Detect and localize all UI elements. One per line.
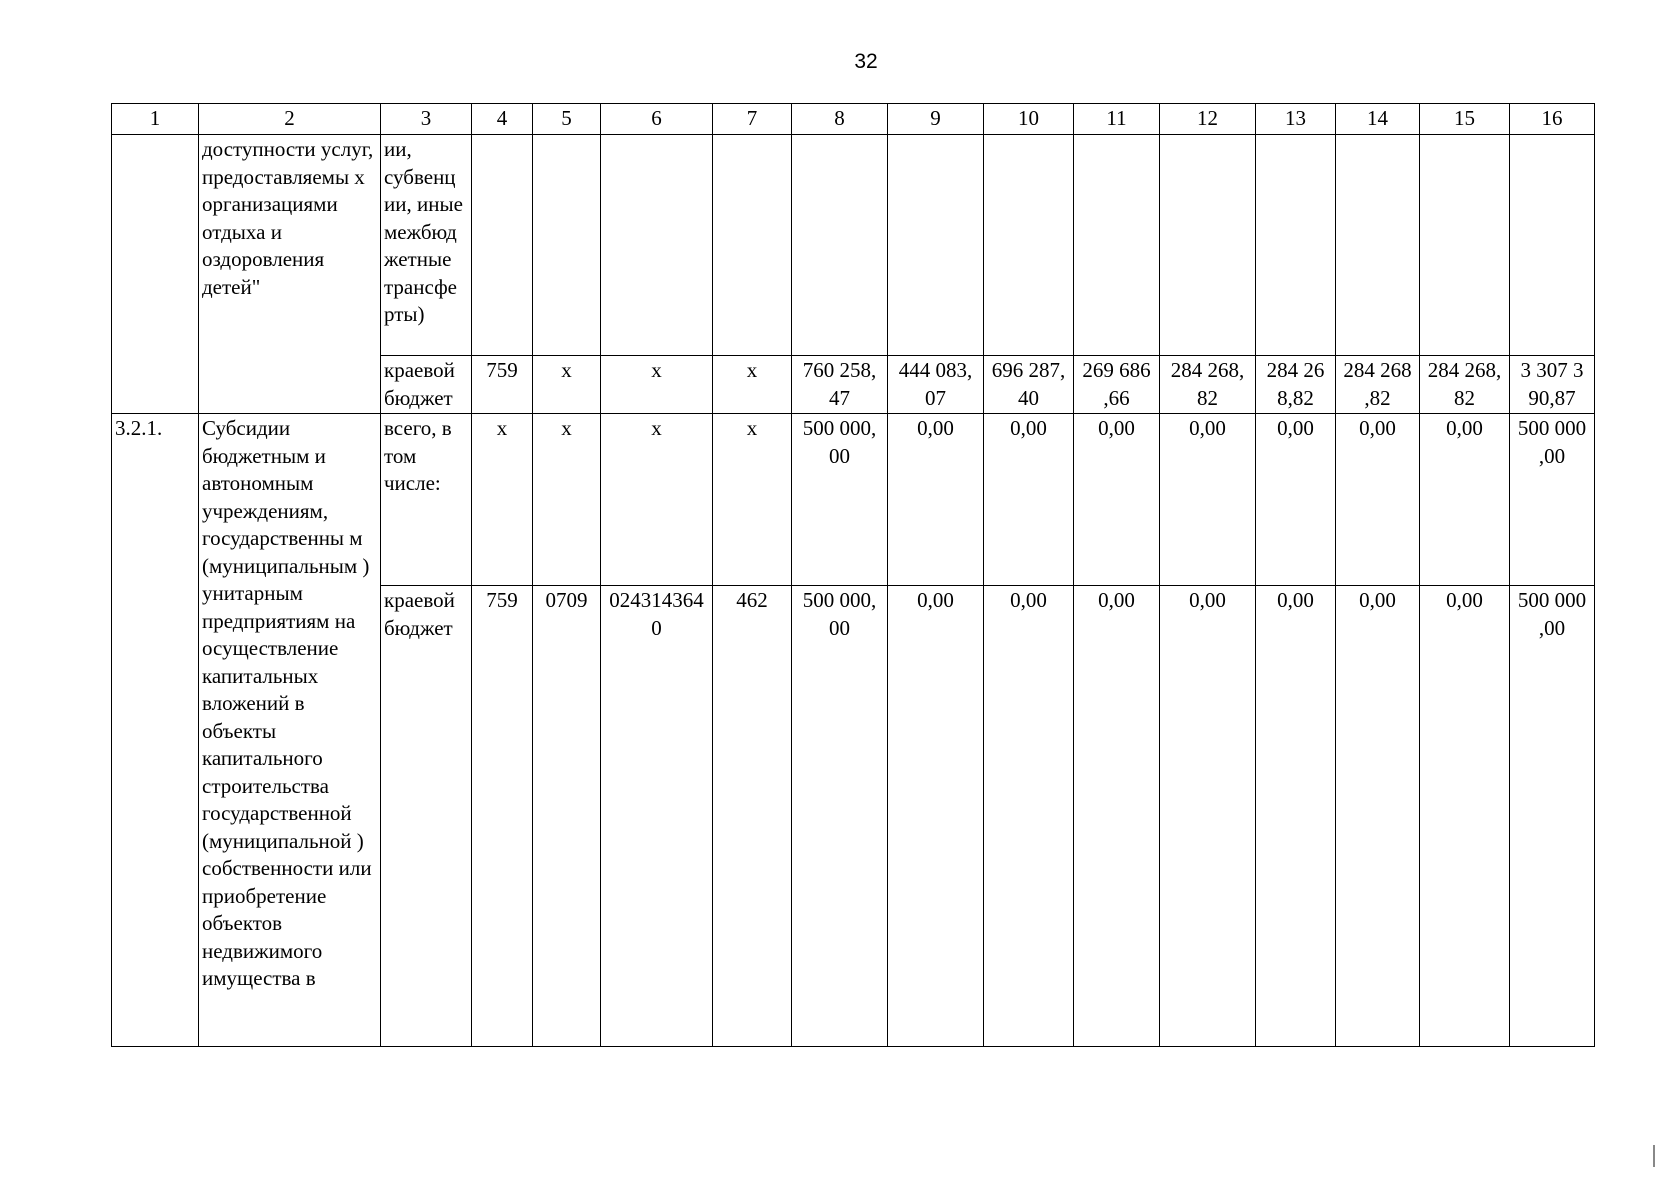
amount-cell: 284 268, 82 (1420, 356, 1510, 414)
header-cell: 8 (792, 104, 888, 135)
table-cell: x (472, 414, 533, 586)
table-cell: x (533, 414, 601, 586)
amount-cell: 696 287, 40 (984, 356, 1074, 414)
header-cell: 15 (1420, 104, 1510, 135)
table-cell (984, 135, 1074, 356)
amount-cell: 760 258, 47 (792, 356, 888, 414)
funding-source: ии, субвенц ии, иные межбюд жетные трансфе рты) (381, 135, 472, 356)
table-cell: 024314364 0 (601, 586, 713, 1047)
table-cell (533, 135, 601, 356)
table-cell (1510, 135, 1595, 356)
item-number: 3.2.1. (112, 414, 199, 1047)
header-cell: 10 (984, 104, 1074, 135)
funding-source: краевой бюджет (381, 586, 472, 1047)
header-cell: 9 (888, 104, 984, 135)
amount-cell: 0,00 (984, 586, 1074, 1047)
amount-cell: 0,00 (1256, 586, 1336, 1047)
amount-cell: 444 083, 07 (888, 356, 984, 414)
table-cell: x (533, 356, 601, 414)
header-cell: 11 (1074, 104, 1160, 135)
amount-cell: 284 268 ,82 (1336, 356, 1420, 414)
total-cell: 500 000 ,00 (1510, 586, 1595, 1047)
header-cell: 12 (1160, 104, 1256, 135)
total-cell: 500 000 ,00 (1510, 414, 1595, 586)
header-cell: 4 (472, 104, 533, 135)
table-cell (112, 135, 199, 414)
amount-cell: 500 000, 00 (792, 414, 888, 586)
row-description: Субсидии бюджетным и автономным учреждениям, государственны м (муниципальным ) унитарным предприятиям на осуществление капитальных вложений в объекты капитального строительства государственной (муниципальной ) собственности или приобретение объектов недвижимого имущества в (199, 414, 381, 1047)
table-cell (713, 135, 792, 356)
amount-cell: 0,00 (1420, 414, 1510, 586)
amount-cell: 0,00 (1160, 414, 1256, 586)
table-cell (472, 135, 533, 356)
header-cell: 7 (713, 104, 792, 135)
header-cell: 16 (1510, 104, 1595, 135)
amount-cell: 0,00 (1160, 586, 1256, 1047)
amount-cell: 0,00 (1420, 586, 1510, 1047)
scan-artifact (1653, 1145, 1655, 1167)
amount-cell: 0,00 (888, 414, 984, 586)
header-cell: 13 (1256, 104, 1336, 135)
amount-cell: 0,00 (1256, 414, 1336, 586)
amount-cell: 269 686 ,66 (1074, 356, 1160, 414)
row-description: доступности услуг, предоставляемы х организациями отдыха и оздоровления детей" (199, 135, 381, 414)
table-cell: x (601, 356, 713, 414)
table-cell (1160, 135, 1256, 356)
amount-cell: 500 000, 00 (792, 586, 888, 1047)
funding-source: всего, в том числе: (381, 414, 472, 586)
table-cell: 0709 (533, 586, 601, 1047)
table-row (112, 135, 1595, 356)
page-number: 32 (854, 50, 878, 73)
amount-cell: 284 26 8,82 (1256, 356, 1336, 414)
table-cell (1420, 135, 1510, 356)
amount-cell: 0,00 (888, 586, 984, 1047)
table-row (112, 414, 1595, 586)
table-cell (792, 135, 888, 356)
table-cell: 462 (713, 586, 792, 1047)
funding-source: краевой бюджет (381, 356, 472, 414)
table-cell (1336, 135, 1420, 356)
budget-table (111, 103, 1595, 1047)
header-cell: 1 (112, 104, 199, 135)
header-row (112, 104, 1595, 135)
table-cell: x (713, 414, 792, 586)
table-cell (1256, 135, 1336, 356)
header-cell: 6 (601, 104, 713, 135)
table-cell: 759 (472, 356, 533, 414)
amount-cell: 0,00 (1074, 414, 1160, 586)
amount-cell: 284 268, 82 (1160, 356, 1256, 414)
table-cell (888, 135, 984, 356)
header-cell: 2 (199, 104, 381, 135)
header-cell: 14 (1336, 104, 1420, 135)
amount-cell: 0,00 (1336, 586, 1420, 1047)
table-cell: x (713, 356, 792, 414)
total-cell: 3 307 3 90,87 (1510, 356, 1595, 414)
amount-cell: 0,00 (1074, 586, 1160, 1047)
header-cell: 5 (533, 104, 601, 135)
header-cell: 3 (381, 104, 472, 135)
table-cell: 759 (472, 586, 533, 1047)
table-cell (601, 135, 713, 356)
table-cell (1074, 135, 1160, 356)
amount-cell: 0,00 (1336, 414, 1420, 586)
amount-cell: 0,00 (984, 414, 1074, 586)
table-cell: x (601, 414, 713, 586)
